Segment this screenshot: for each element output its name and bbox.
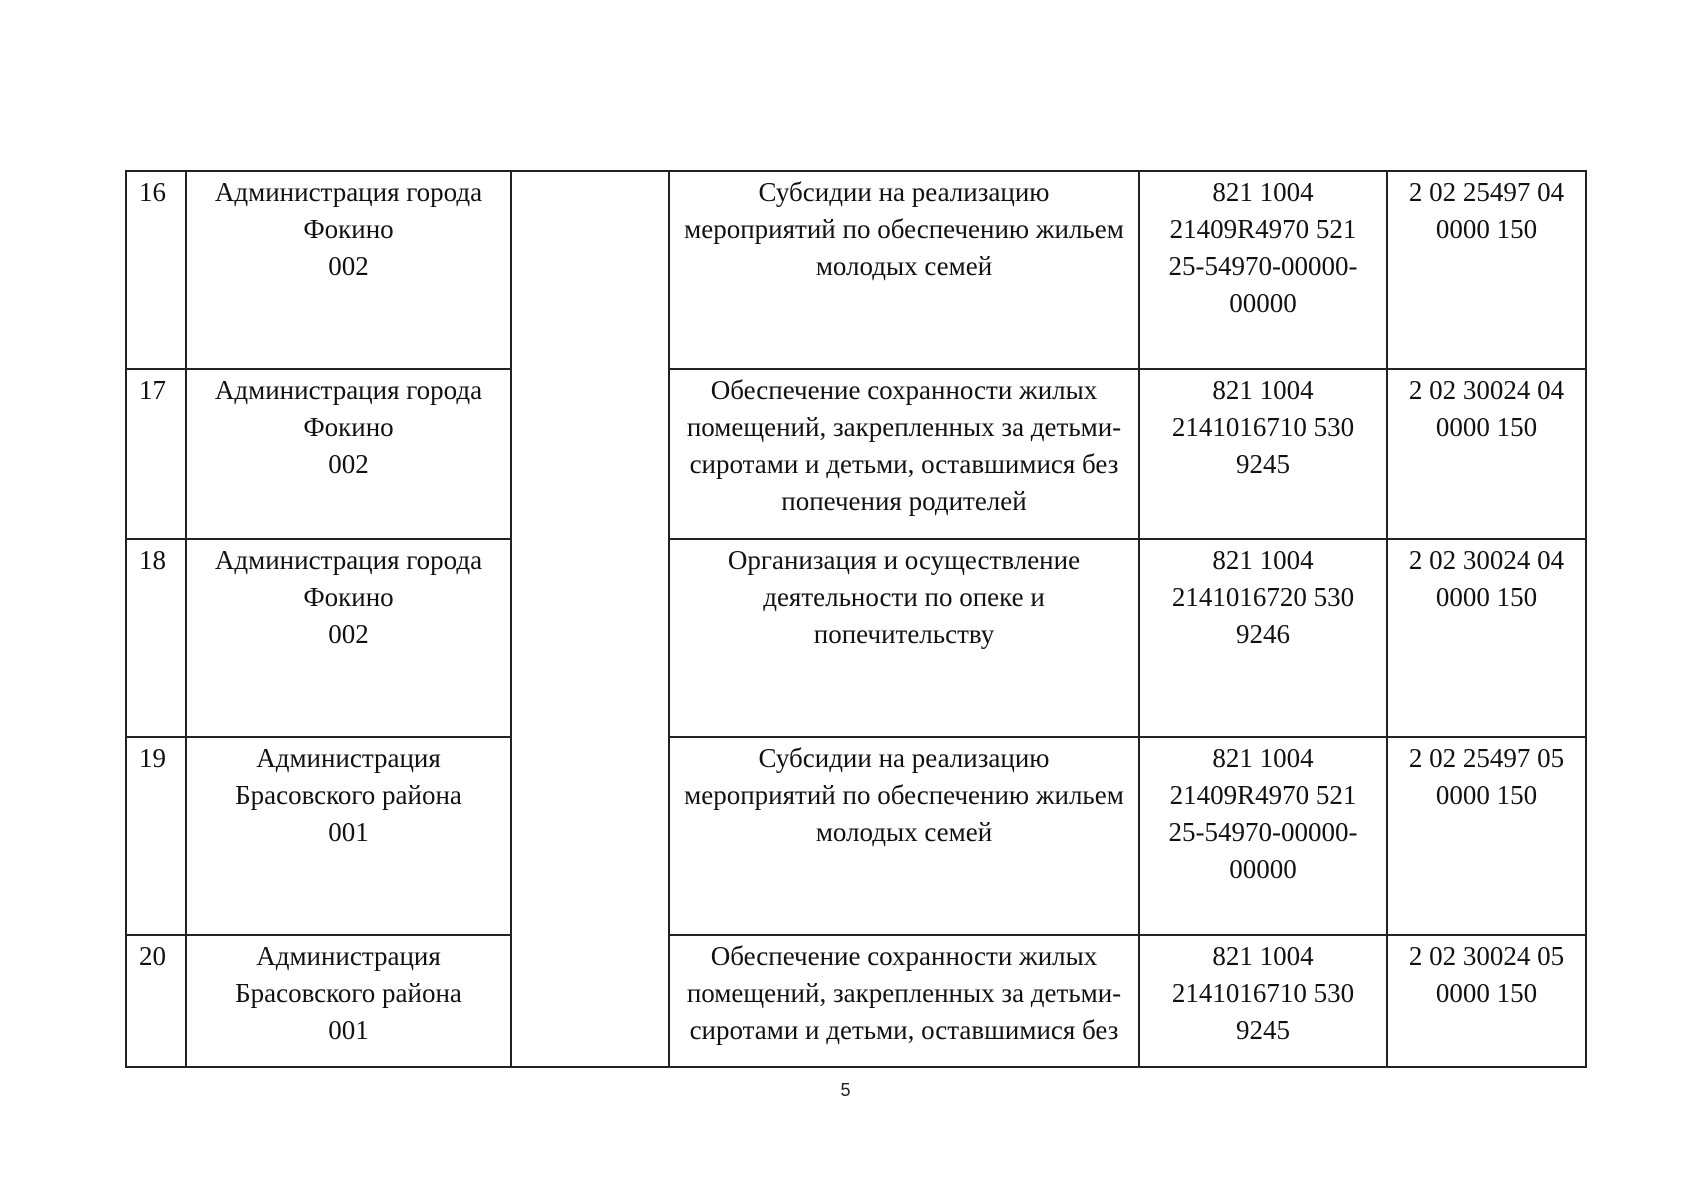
revenue-code-cell: 2 02 30024 04 0000 150 [1387, 369, 1586, 539]
budget-code-cell: 821 1004 2141016710 530 9245 [1139, 369, 1387, 539]
blank-column-cell [511, 171, 669, 1067]
subsidy-table [125, 170, 1587, 1068]
table-row [126, 737, 1586, 935]
description-cell: Организация и осуществление деятельности по опеке и попечительству [669, 539, 1139, 737]
revenue-code-cell: 2 02 25497 05 0000 150 [1387, 737, 1586, 935]
revenue-code-cell: 2 02 30024 05 0000 150 [1387, 935, 1586, 1067]
revenue-code-cell: 2 02 30024 04 0000 150 [1387, 539, 1586, 737]
table-row [126, 171, 1586, 369]
organization-cell: Администрация города Фокино 002 [186, 369, 511, 539]
row-number: 17 [126, 369, 186, 539]
description-cell: Субсидии на реализацию мероприятий по обеспечению жильем молодых семей [669, 171, 1139, 369]
organization-cell: Администрация Брасовского района 001 [186, 935, 511, 1067]
row-number: 16 [126, 171, 186, 369]
row-number: 20 [126, 935, 186, 1067]
description-cell: Обеспечение сохранности жилых помещений, закрепленных за детьми- сиротами и детьми, оставшимися без попечения родителей [669, 369, 1139, 539]
page-number: 5 [840, 1080, 851, 1100]
row-number: 19 [126, 737, 186, 935]
row-number: 18 [126, 539, 186, 737]
organization-cell: Администрация города Фокино 002 [186, 539, 511, 737]
budget-code-cell: 821 1004 21409R4970 521 25-54970-00000- 00000 [1139, 737, 1387, 935]
description-cell: Субсидии на реализацию мероприятий по обеспечению жильем молодых семей [669, 737, 1139, 935]
revenue-code-cell: 2 02 25497 04 0000 150 [1387, 171, 1586, 369]
budget-code-cell: 821 1004 2141016710 530 9245 [1139, 935, 1387, 1067]
organization-cell: Администрация города Фокино 002 [186, 171, 511, 369]
table-row [126, 539, 1586, 737]
budget-code-cell: 821 1004 21409R4970 521 25-54970-00000- 00000 [1139, 171, 1387, 369]
organization-cell: Администрация Брасовского района 001 [186, 737, 511, 935]
table-row [126, 369, 1586, 539]
table-row [126, 935, 1586, 1067]
description-cell: Обеспечение сохранности жилых помещений, закрепленных за детьми- сиротами и детьми, оставшимися без [669, 935, 1139, 1067]
budget-code-cell: 821 1004 2141016720 530 9246 [1139, 539, 1387, 737]
